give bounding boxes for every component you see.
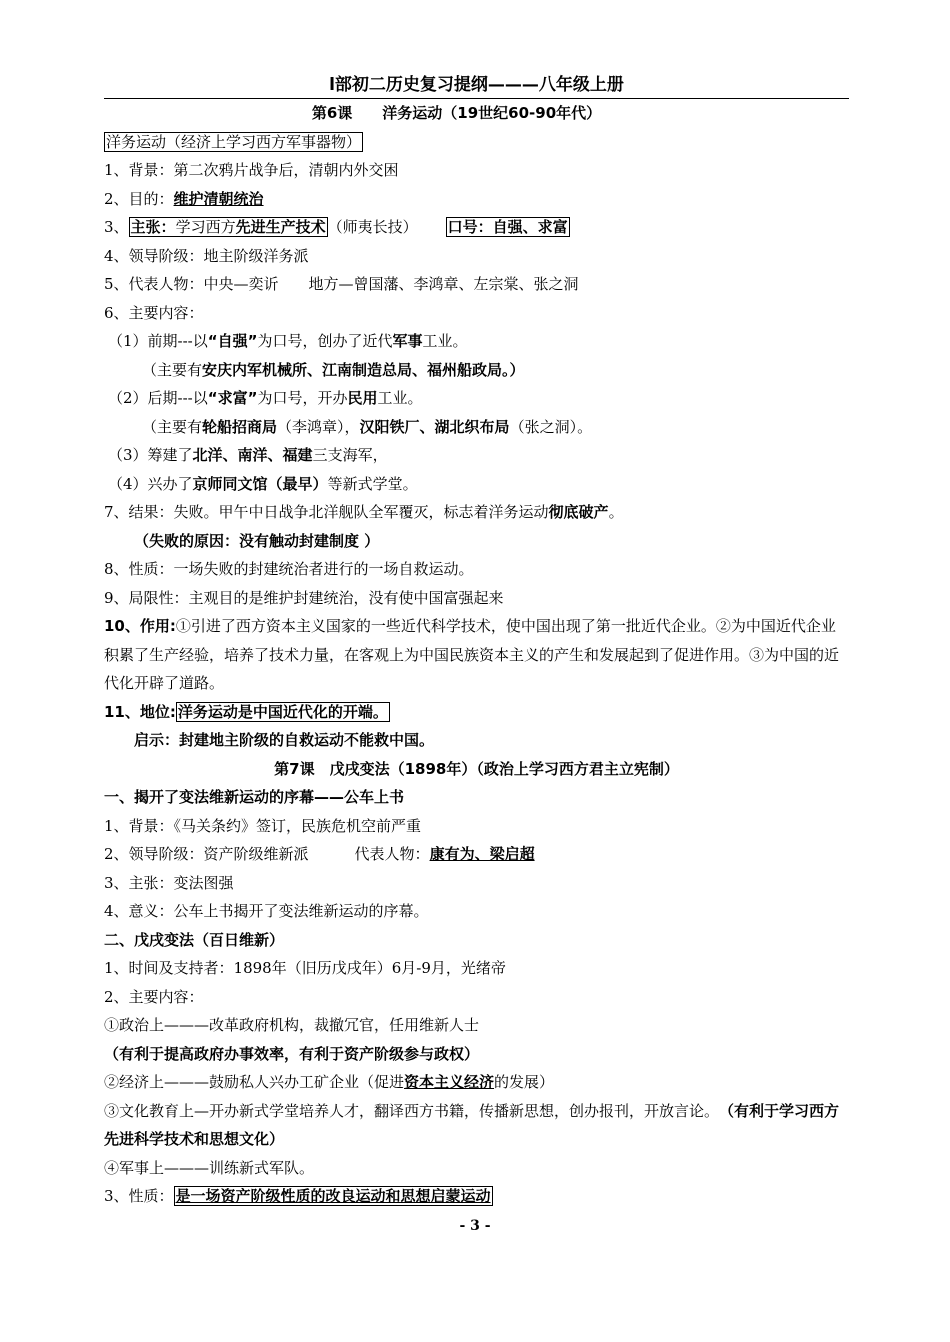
content-heading: 6、主要内容： [104,303,204,322]
document-page [104,72,849,1211]
page-title: l部初二历史复习提纲———八年级上册 [104,72,849,99]
s1-leader: 2、领导阶级：资产阶级维新派 代表人物：康有为、梁启超 [104,845,535,863]
content-item-1-note: （主要有安庆内军机械所、江南制造总局、福州船政局。） [142,360,525,379]
lesson-6-title: 第6课 洋务运动（19世纪60-90年代） [311,104,602,122]
people-line: 5、代表人物：中央—奕䜣 地方—曾国藩、李鸿章、左宗棠、张之洞 [104,275,579,293]
result-line: 7、结果：失败。甲午中日战争北洋舰队全军覆灭，标志着洋务运动彻底破产。 [104,503,624,521]
leader-line: 4、领导阶级：地主阶级洋务派 [104,246,309,265]
nature-line: 8、性质：一场失败的封建统治者进行的一场自救运动。 [104,560,474,578]
s2-nature: 3、性质： 是一场资产阶级性质的改良运动和思想启蒙运动 [104,1187,491,1205]
section-2-heading: 二、戊戌变法（百日维新） [104,930,285,949]
reform-military: ④军事上———训练新式军队。 [104,1158,315,1177]
s1-background: 1、背景：《马关条约》签订，民族危机空前严重 [104,816,422,835]
reform-culture: ③文化教育上—开办新式学堂培养人才，翻译西方书籍，传播新思想，创办报刊，开放言论。 （有利于学习西方先进科学技术和思想文化） [104,1101,840,1148]
content-item-4: （4）兴办了京师同文馆（最早）等新式学堂。 [108,474,418,493]
s2-time: 1、时间及支持者：1898年（旧历戊戌年）6月-9月，光绪帝 [104,959,506,977]
lesson-6-heading: 洋务运动（经济上学习西方军事器物） [106,132,362,151]
limitation-line: 9、局限性：主观目的是维护封建统治，没有使中国富强起来 [104,588,504,607]
content-item-3: （3）筹建了北洋、南洋、福建三支海军， [108,446,388,464]
slogan-box: 口号：自强、求富 [447,218,568,236]
s2-content-heading: 2、主要内容： [104,987,204,1006]
failure-reason: （失败的原因：没有触动封建制度 ） [134,531,380,550]
reform-economic: ②经济上———鼓励私人兴办工矿企业（促进资本主义经济的发展） [104,1073,555,1091]
page-number: - 3 - [459,1218,491,1234]
status-line: 11、地位: 洋务运动是中国近代化的开端。 [104,702,388,721]
reform-political: ①政治上———改革政府机构，裁撤冗官，任用维新人士（有利于提高政府办事效率，有利于资产阶级参与政权） [104,1016,480,1063]
s1-proposal: 3、主张：变法图强 [104,873,234,892]
content-item-1: （1）前期---以“自强”为口号，创办了近代军事工业。 [108,332,468,350]
goal-line: 2、目的：维护清朝统治 [104,189,264,208]
section-1-heading: 一、揭开了变法维新运动的序幕——公车上书 [104,788,405,806]
s1-significance: 4、意义：公车上书揭开了变法维新运动的序幕。 [104,902,429,920]
proposal-line: 3、 主张：学习西方先进生产技术 （师夷长技） 口号：自强、求富 [104,218,568,236]
background-line: 1、背景：第二次鸦片战争后，清朝内外交困 [104,161,399,179]
effect-paragraph: 10、作用:①引进了西方资本主义国家的一些近代科学技术，使中国出现了第一批近代企业。②为中国近代企业积累了生产经验，培养了技术力量，在客观上为中国民族资本主义的产生和发展起到了促进作用。③为中国的近代化开辟了道路。 [104,617,840,692]
lesson-insight: 启示：封建地主阶级的自救运动不能救中国。 [134,731,435,749]
lesson-7-title: 第7课 戊戌变法（1898年）（政治上学习西方君主立宪制） [274,759,679,778]
content-item-2-note: （主要有轮船招商局（李鸿章），汉阳铁厂、湖北织布局（张之洞）。 [142,417,593,436]
content-item-2: （2）后期---以“求富”为口号，开办民用工业。 [108,389,423,407]
